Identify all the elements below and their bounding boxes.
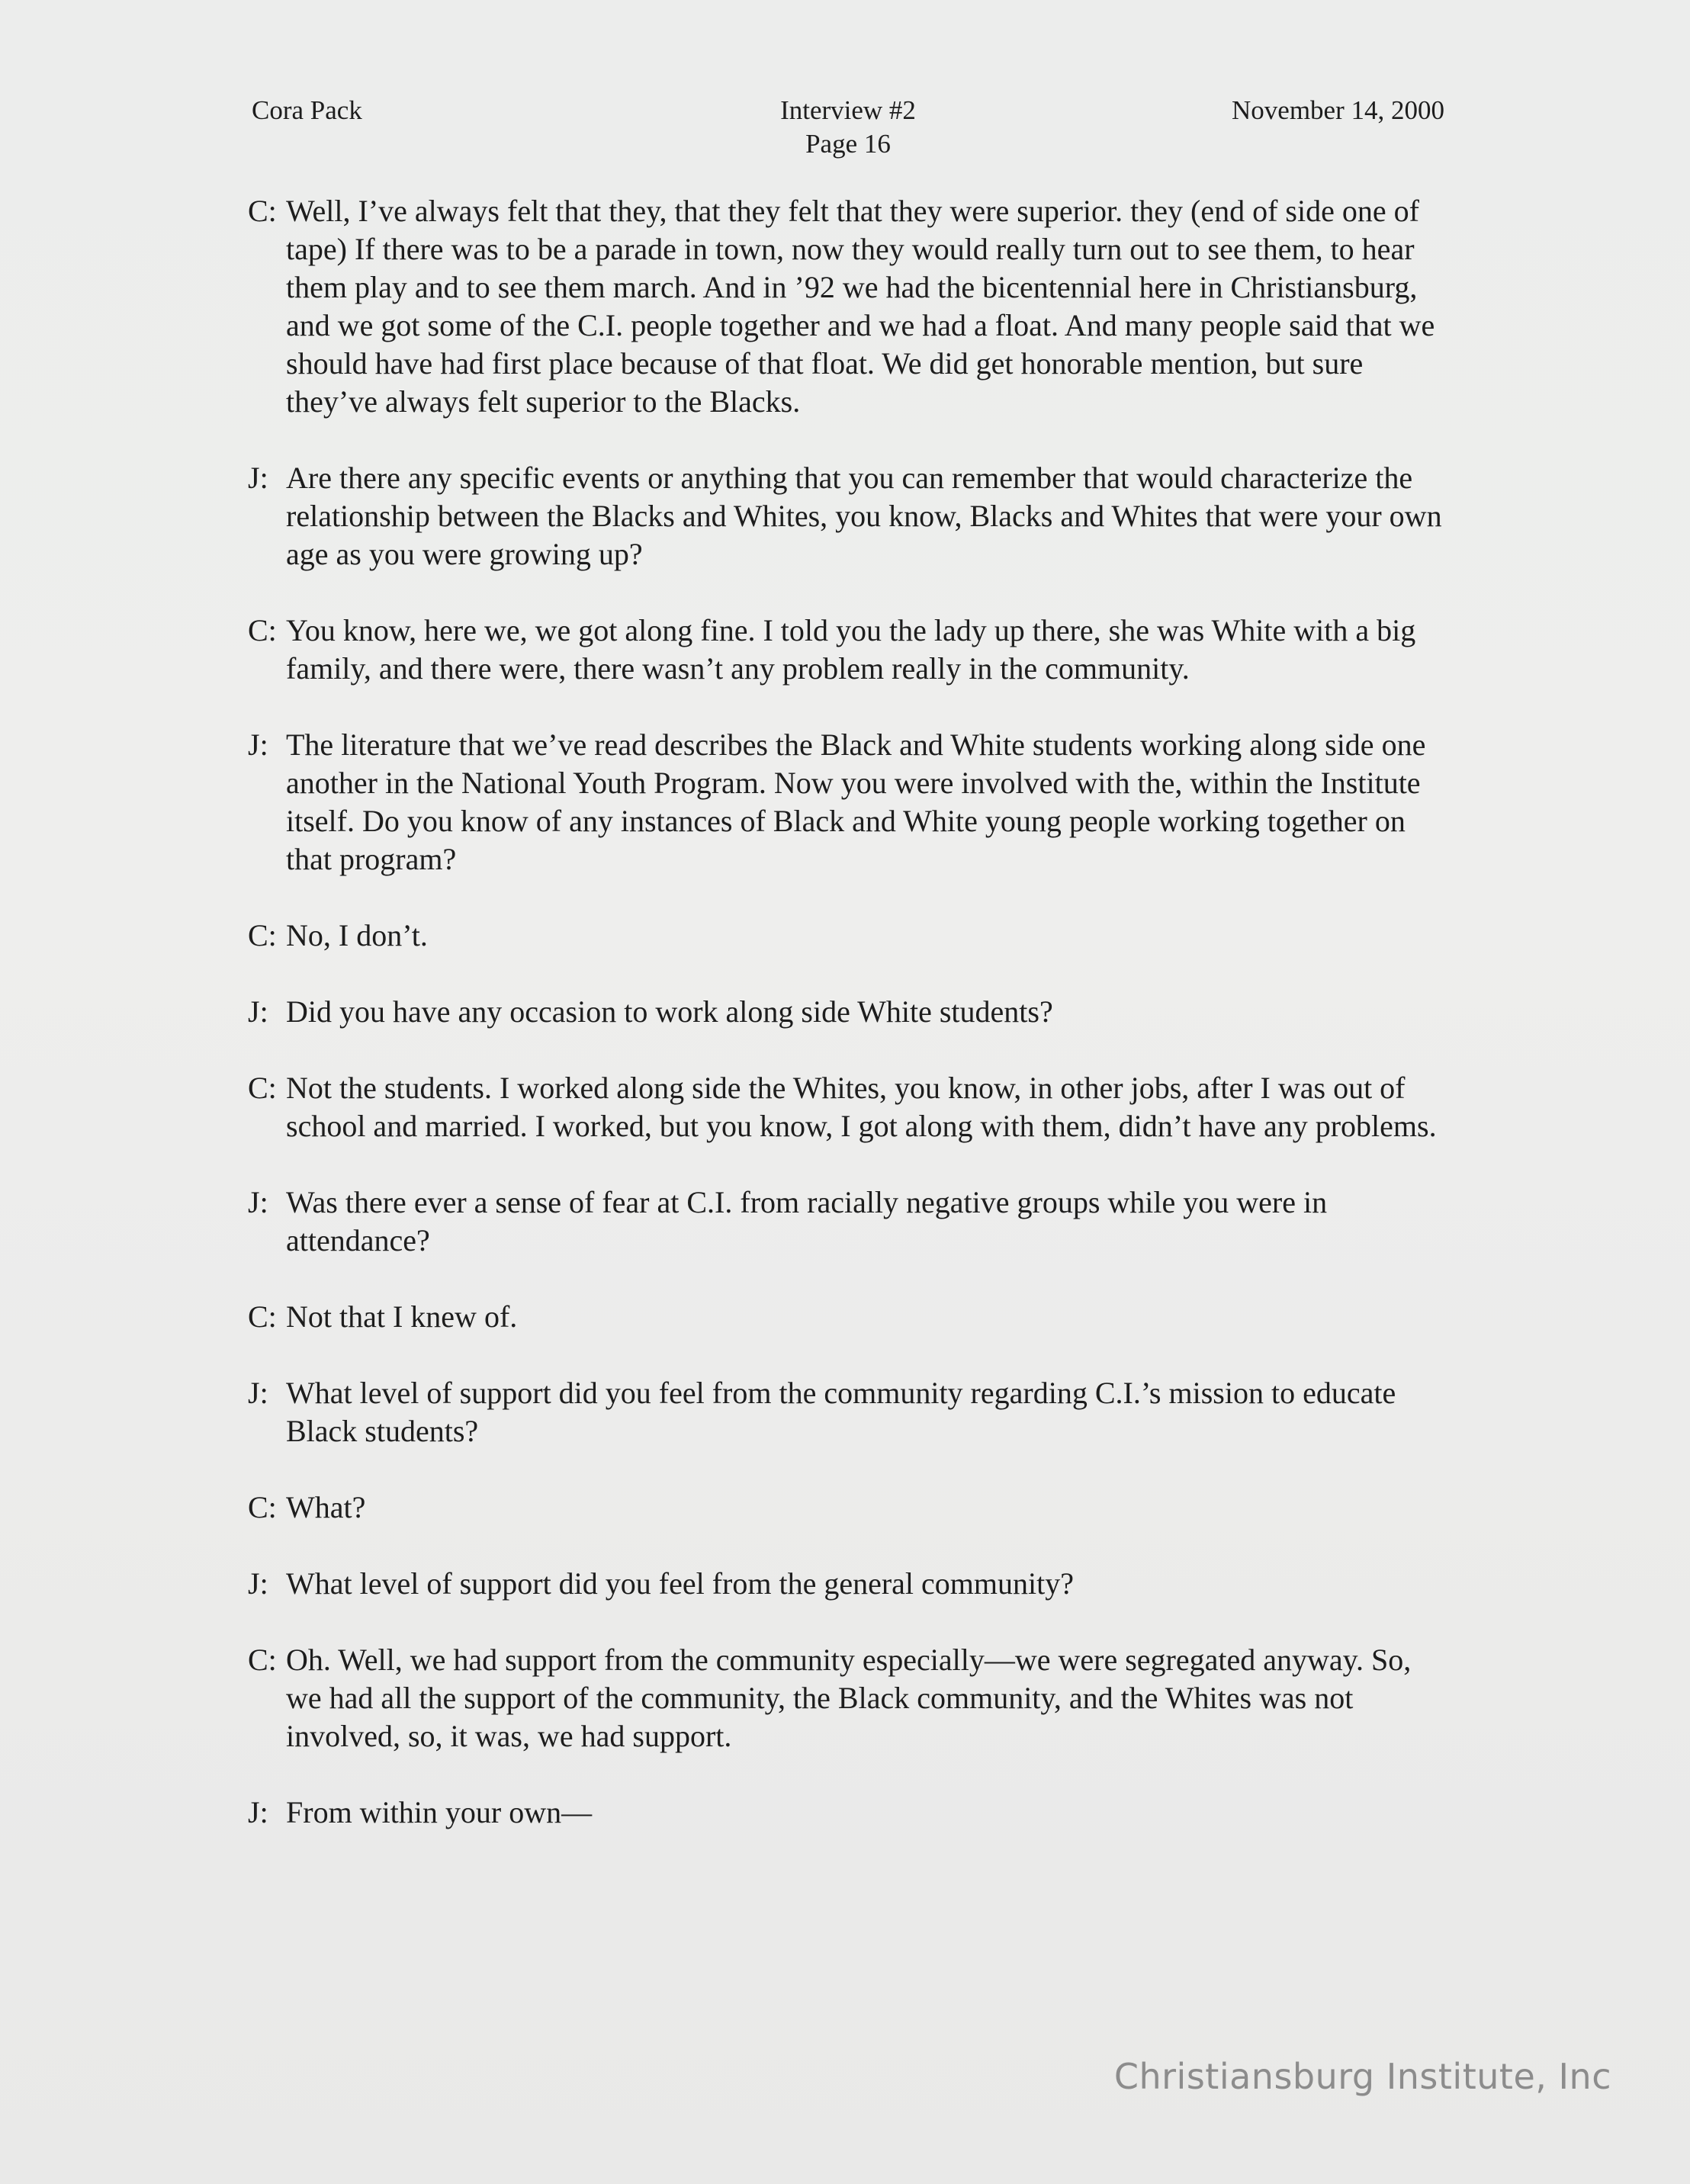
transcript-entry	[248, 192, 1453, 421]
speaker-label: C:	[248, 1643, 277, 1677]
speaker-label: J:	[248, 727, 268, 762]
interviewee-name: Cora Pack	[252, 95, 362, 125]
transcript	[248, 192, 1453, 1870]
speaker-label: C:	[248, 194, 277, 228]
transcript-entry	[248, 1298, 1453, 1336]
transcript-entry	[248, 1565, 1453, 1603]
transcript-entry	[248, 1069, 1453, 1145]
page-number: Page 16	[805, 129, 891, 159]
speaker-label: C:	[248, 1490, 277, 1524]
speaker-label: C:	[248, 613, 277, 647]
transcript-entry	[248, 726, 1453, 878]
transcript-entry	[248, 917, 1453, 955]
utterance-text: Are there any specific events or anything that you can remember that would characterize the relationship between the Blacks and Whites, you know, Blacks and Whites that were your own age as you were growing up?	[286, 461, 1442, 571]
utterance-text: Not the students. I worked along side the Whites, you know, in other jobs, after I was out of school and married. I worked, but you know, I got along with them, didn’t have any problems.	[286, 1071, 1437, 1143]
utterance-text: The literature that we’ve read describes the Black and White students working along side one another in the National Youth Program. Now you were involved with the, within the Institute itself. Do you know of any instances of Black and White young people working together on that program?	[286, 727, 1426, 876]
watermark: Christiansburg Institute, Inc	[1113, 2056, 1611, 2097]
speaker-label: J:	[248, 1795, 268, 1829]
utterance-text: Did you have any occasion to work along side White students?	[286, 994, 1053, 1029]
speaker-label: C:	[248, 1299, 277, 1334]
speaker-label: C:	[248, 918, 277, 952]
utterance-text: Was there ever a sense of fear at C.I. from racially negative groups while you were in attendance?	[286, 1185, 1328, 1257]
speaker-label: C:	[248, 1071, 277, 1105]
transcript-entry	[248, 459, 1453, 573]
interview-number: Interview #2	[780, 95, 916, 125]
transcript-entry	[248, 1641, 1453, 1755]
utterance-text: What level of support did you feel from the general community?	[286, 1566, 1075, 1601]
speaker-label: J:	[248, 1566, 268, 1601]
transcript-entry	[248, 993, 1453, 1031]
page-header	[252, 90, 1444, 166]
transcript-entry	[248, 1794, 1453, 1832]
utterance-text: From within your own—	[286, 1795, 593, 1829]
transcript-entry	[248, 1489, 1453, 1527]
utterance-text: What?	[286, 1490, 366, 1524]
speaker-label: J:	[248, 1376, 268, 1410]
utterance-text: Well, I’ve always felt that they, that they felt that they were superior. they (end of side one of tape) If there was to be a parade in town, now they would really turn out to see them, to hear them play and to see them march. And in ’92 we had the bicentennial here in Christiansburg, and we got some of the C.I. people together and we had a float. And many people said that we should have had first place because of that float. We did get honorable mention, but sure they’ve always felt superior to the Blacks.	[286, 194, 1435, 419]
utterance-text: No, I don’t.	[286, 918, 428, 952]
interview-date: November 14, 2000	[1232, 95, 1444, 125]
utterance-text: You know, here we, we got along fine. I told you the lady up there, she was White with a big family, and there were, there wasn’t any problem really in the community.	[286, 613, 1416, 686]
utterance-text: Not that I knew of.	[286, 1299, 518, 1334]
transcript-entry	[248, 1374, 1453, 1450]
transcript-entry	[248, 1184, 1453, 1260]
speaker-label: J:	[248, 994, 268, 1029]
utterance-text: Oh. Well, we had support from the community especially—we were segregated anyway. So, we had all the support of the community, the Black community, and the Whites was not involved, so, it was, we had support.	[286, 1643, 1412, 1753]
transcript-entry	[248, 612, 1453, 688]
utterance-text: What level of support did you feel from the community regarding C.I.’s mission to educate Black students?	[286, 1376, 1396, 1448]
speaker-label: J:	[248, 1185, 268, 1219]
speaker-label: J:	[248, 461, 268, 495]
